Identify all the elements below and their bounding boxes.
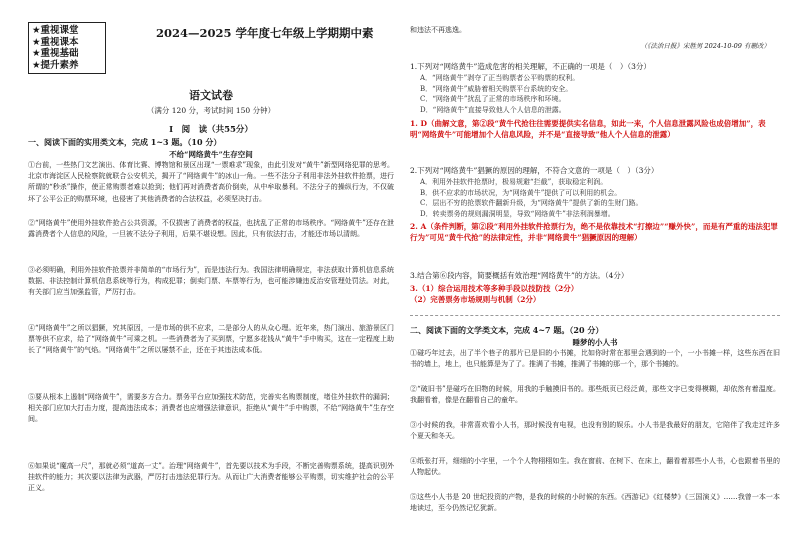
article-continuation: 和违法不再逃逸。 — [410, 26, 466, 34]
promo-tag-box — [28, 22, 106, 74]
question-3: 3.结合第⑥段内容，简要概括有效治理“网络黄牛”的方法。（4分） — [410, 271, 629, 280]
answer-1: 1. D（曲解文意，第②段“黄牛代抢往往需要提供实名信息，如此一来，个人信息泄露风险也成倍增加”，表明“网络黄牛”可能增加个人信息风险，并不是“直接导致”他人个人信息的泄露） — [410, 119, 766, 139]
answer-2: 2. A（条件判断，第②段“利用外挂软件抢票行为，绝不是依靠技术“打擦边”“赚外快”，而是有严重的违法犯罪行为”可见“黄牛代抢”的法律定性，并非“网络黄牛”猖獗原因的理解） — [410, 222, 778, 242]
option-c: C．“网络黄牛”扰乱了正常的市场秩序和环境。 — [420, 95, 566, 104]
option-a: A．利用外挂软件抢票时，极易规避“拦截”，获取稳定利润。 — [420, 178, 608, 186]
tag-item: ★提升素养 — [32, 59, 79, 71]
article-paragraph: ①台前，一些热门文艺演出、体育比赛、博物馆和景区出现“一票难求”现象，由此引发对“黄牛”新型网络犯罪的思考。北京市海淀区人民检察院就联合公安机关，揭开了“网络黄牛”的冰山一角。一些不法分子利用非法外挂软件抢票，进行所谓的“秒杀”操作，使正常购票者难以抢到；他们再对消费者高价倒卖，从中牟取暴利。不法分子的操纵行为，不仅破坏了公平公正的购票环境，也侵害了其他消费者的合法权益，必须坚决打击。 — [28, 161, 394, 203]
story-paragraph: ②“破旧书”是碰巧在旧物的时候，用我的手触摸旧书的。那些纸页已经泛黄，那些文字已变得模糊，却依然有着温度。我翻看着，像是在翻看自己的童年。 — [410, 385, 780, 405]
question-1-options — [420, 73, 780, 115]
question-2: 2.下列对“网络黄牛”猖獗的原因的理解，不符合文意的一项是（ ）（3分） — [410, 166, 659, 175]
subject-title: 语文试卷 — [189, 89, 233, 102]
story-paragraph: ④纸张打开，细细的小字里，一个个人物栩栩如生。我在窗前、在树下、在床上，翻看着那些小人书，心也跟着书里的人物起伏。 — [410, 457, 780, 477]
story-paragraph: ⑤这些小人书是 20 世纪投资的产物，是我的时候的小时候的东西。《西游记》《红楼梦》《三国演义》……我曾一本一本地读过，至今仍然记忆犹新。 — [410, 493, 780, 513]
article-paragraph: ④“网络黄牛”之所以猖獗，究其原因，一是市场的供不应求，二是部分人的从众心理。近年来，热门演出、旅游景区门票等供不应求，给了“网络黄牛”可乘之机。一些消费者为了买到票，宁愿多花钱从“黄牛”手中购买，这在一定程度上助长了“网络黄牛”的气焰。“网络黄牛”之所以屡禁不止，还在于其违法成本低。 — [28, 324, 394, 355]
article-source: （《法治日报》宋胜男 2024-10-09 有删改） — [640, 42, 770, 50]
part-heading: I 阅 读（共55分） — [169, 125, 253, 135]
option-a: A．“网络黄牛”剥夺了正当购票者公平购票的权利。 — [420, 74, 580, 82]
article-paragraph: ⑤要从根本上遏制“网络黄牛”，需要多方合力。票务平台应加强技术防范，完善实名购票制度，堵住外挂软件的漏洞；相关部门应加大打击力度，提高违法成本；消费者也应增强法律意识，拒绝从“黄牛”手中购票，不给“网络黄牛”生存空间。 — [28, 393, 394, 424]
section-divider — [410, 315, 780, 316]
story-paragraph: ①碰巧年过去，出了半个巷子的那片已是旧的小书摊，比如你时常在那里会遇到的一个，一小书摊一样，这些东西在旧书的墙上，地上，也只能算是为了了。推满了书摊，推满了书摊的那一个，那个书摊的。 — [410, 349, 780, 369]
answer-3-part-1: 3.（1）综合运用技术等多种手段以技防技（2分） — [410, 284, 579, 293]
tag-item: ★重视基础 — [32, 48, 79, 59]
option-d: D．“网络黄牛”直接导致他人个人信息的泄露。 — [420, 105, 566, 114]
article-paragraph: ②“网络黄牛”使用外挂软件抢占公共资源，不仅损害了消费者的权益，也扰乱了正常的市场秩序。“网络黄牛”还存在泄露消费者个人信息的风险，一旦被不法分子利用，后果不堪设想。因此，只有依法打击，才能还市场以清朗。 — [28, 219, 394, 239]
story-title: 睡梦的小人书 — [572, 338, 618, 347]
question-1: 1.下列对“网络黄牛”造成危害的相关理解，不正确的一项是（ ）（3分） — [410, 62, 651, 71]
tag-item: ★重视课本 — [32, 36, 79, 48]
tag-item: ★重视课堂 — [32, 25, 79, 36]
option-b: B．供不应求的市场状况，为“网络黄牛”提供了可以利用的机会。 — [420, 188, 622, 197]
story-paragraph: ③小时候的我，非常喜欢看小人书，那时候没有电视，也没有别的娱乐。小人书是我最好的朋友，它陪伴了我走过许多个夏天和冬天。 — [410, 421, 780, 441]
exam-note: （满分 120 分，考试时间 150 分钟） — [146, 106, 276, 115]
option-c: C．层出不穷的抢票软件翻新升级，为“网络黄牛”提供了新的生财门路。 — [420, 199, 643, 208]
question-2-options — [420, 177, 780, 219]
right-column — [410, 0, 780, 560]
section-one-heading: 一、阅读下面的实用类文本，完成 1~3 题。（10 分） — [28, 137, 222, 147]
option-b: B．“网络黄牛”威胁着相关购票平台系统的安全。 — [420, 84, 573, 93]
option-d: D．转卖票务的规则漏洞明显，导致“网络黄牛”非法利润暴增。 — [420, 209, 615, 218]
exam-title: 2024—2025 学年度七年级上学期期中素 — [156, 26, 374, 40]
section-two-heading: 二、阅读下面的文学类文本，完成 4~7 题。（20 分） — [410, 325, 604, 335]
answer-3-part-2: （2）完善票务市场规则与机制（2分） — [410, 295, 541, 304]
left-column — [28, 0, 394, 560]
article-paragraph: ③必须明确，利用外挂软件抢票并非简单的“市场行为”，而是违法行为。我国法律明确规定，非法获取计算机信息系统数据、非法控制计算机信息系统等行为，构成犯罪；倒卖门票、车票等行为，也可能涉嫌违反治安管理处罚法。对此，有关部门应当加强监管，严厉打击。 — [28, 266, 394, 297]
article-paragraph: ⑥如果说“魔高一尺”，那就必须“道高一丈”。治理“网络黄牛”，首先要以技术为手段，不断完善购票系统，提高识别外挂软件的能力；其次要以法律为武器，严厉打击违法犯罪行为。从而让广大消费者能够公平购票，切实维护社会的公平正义。 — [28, 462, 394, 493]
article-title: 不给“网络黄牛”生存空间 — [169, 150, 253, 159]
